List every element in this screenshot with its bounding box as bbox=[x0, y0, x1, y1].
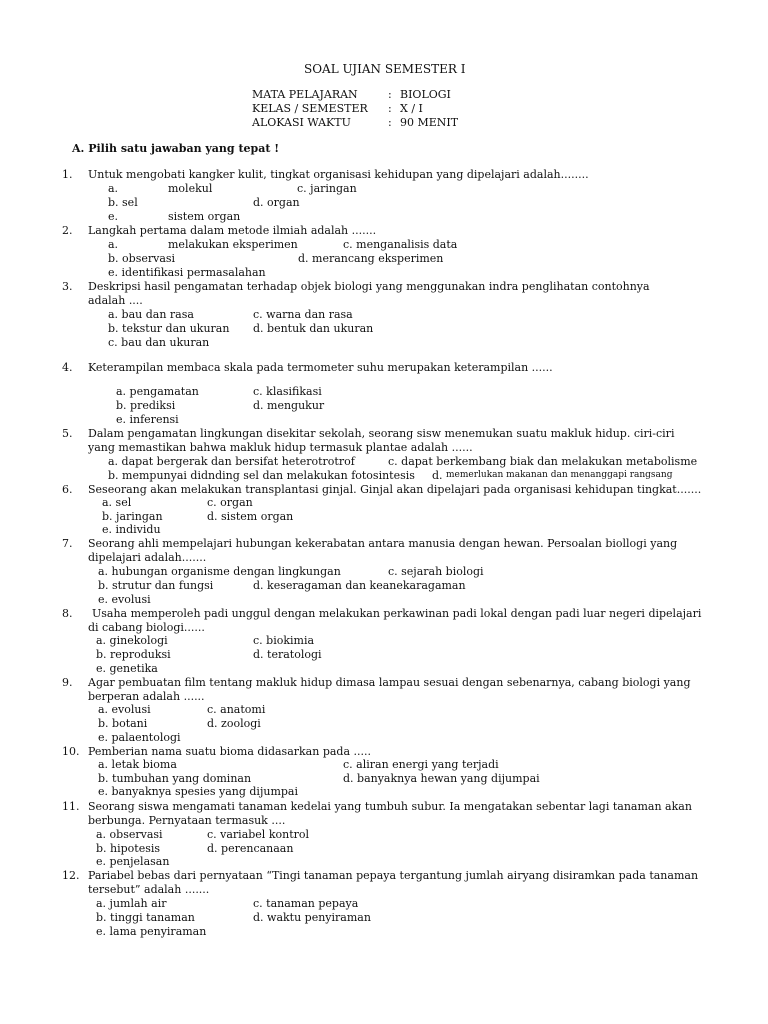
option: e. bbox=[108, 210, 119, 223]
option: e. identifikasi permasalahan bbox=[108, 266, 266, 279]
option: a. bau dan rasa bbox=[108, 308, 194, 321]
question-text: adalah .... bbox=[88, 294, 143, 307]
option: c. anatomi bbox=[207, 703, 266, 716]
question-text: Agar pembuatan film tentang makluk hidup dimasa lampau sesuai dengan sebenarnya, cabang biologi yang bbox=[88, 676, 691, 689]
info-separator: : bbox=[388, 116, 392, 129]
question-number: 8. bbox=[62, 607, 73, 620]
question-text: Deskripsi hasil pengamatan terhadap objek biologi yang menggunakan indra penglihatan contohnya bbox=[88, 280, 650, 293]
option: b. reproduksi bbox=[96, 648, 171, 661]
option: d. sistem organ bbox=[207, 510, 294, 523]
question-number: 2. bbox=[62, 224, 73, 237]
option: d. bentuk dan ukuran bbox=[253, 322, 374, 335]
option: c. organ bbox=[207, 496, 253, 509]
question-text: Pariabel bebas dari pernyataan “Tingi tanaman pepaya tergantung jumlah airyang disiramkan pada tanaman bbox=[88, 869, 699, 882]
option: a. sel bbox=[102, 496, 132, 509]
option: c. menganalisis data bbox=[343, 238, 458, 251]
question-text: Seorang ahli mempelajari hubungan kekerabatan antara manusia dengan hewan. Persoalan biollogi yang bbox=[88, 537, 678, 550]
question-text: Langkah pertama dalam metode ilmiah adalah ....... bbox=[88, 224, 377, 237]
option: b. tumbuhan yang dominan bbox=[98, 772, 252, 785]
option: e. individu bbox=[102, 523, 161, 536]
option: d. waktu penyiraman bbox=[253, 911, 371, 924]
question-number: 9. bbox=[62, 676, 73, 689]
option: c. dapat berkembang biak dan melakukan metabolisme bbox=[388, 455, 698, 468]
question-text: di cabang biologi...... bbox=[88, 621, 205, 634]
question-text: Seorang siswa mengamati tanaman kedelai yang tumbuh subur. Ia mengatakan sebentar lagi tanaman akan bbox=[88, 800, 692, 813]
option: b. jaringan bbox=[102, 510, 163, 523]
question-number: 4. bbox=[62, 361, 73, 374]
option: d. teratologi bbox=[253, 648, 322, 661]
option: d. merancang eksperimen bbox=[298, 252, 444, 265]
question-number: 12. bbox=[62, 869, 80, 882]
option: c. sejarah biologi bbox=[388, 565, 484, 578]
option: a. bbox=[108, 182, 119, 195]
option: memerlukan makanan dan menanggapi rangsang bbox=[446, 470, 673, 480]
info-value-subject: BIOLOGI bbox=[400, 88, 451, 101]
option: e. genetika bbox=[96, 662, 158, 675]
info-label-subject: MATA PELAJARAN bbox=[252, 88, 358, 101]
option: c. variabel kontrol bbox=[207, 828, 310, 841]
info-label-time: ALOKASI WAKTU bbox=[252, 116, 351, 129]
option: a. letak bioma bbox=[98, 758, 177, 771]
question-number: 3. bbox=[62, 280, 73, 293]
option: c. warna dan rasa bbox=[253, 308, 353, 321]
option: d. perencanaan bbox=[207, 842, 294, 855]
option: e. penjelasan bbox=[96, 855, 170, 868]
info-label-class: KELAS / SEMESTER bbox=[252, 102, 368, 115]
question-text: Dalam pengamatan lingkungan disekitar sekolah, seorang sisw menemukan suatu makluk hidup. ciri-ciri bbox=[88, 427, 675, 440]
option: molekul bbox=[168, 182, 213, 195]
option: c. klasifikasi bbox=[253, 385, 322, 398]
question-text: tersebut” adalah ....... bbox=[88, 883, 210, 896]
option: a. pengamatan bbox=[116, 385, 199, 398]
option: melakukan eksperimen bbox=[168, 238, 298, 251]
question-number: 6. bbox=[62, 483, 73, 496]
option: c. tanaman pepaya bbox=[253, 897, 359, 910]
option: b. prediksi bbox=[116, 399, 176, 412]
option: c. bau dan ukuran bbox=[108, 336, 210, 349]
option: d. zoologi bbox=[207, 717, 261, 730]
exam-title: SOAL UJIAN SEMESTER I bbox=[304, 62, 466, 76]
option: a. ginekologi bbox=[96, 634, 168, 647]
info-separator: : bbox=[388, 102, 392, 115]
question-number: 7. bbox=[62, 537, 73, 550]
option: d. keseragaman dan keanekaragaman bbox=[253, 579, 466, 592]
option: d. mengukur bbox=[253, 399, 325, 412]
option: a. hubungan organisme dengan lingkungan bbox=[98, 565, 341, 578]
option: b. strutur dan fungsi bbox=[98, 579, 214, 592]
option: b. observasi bbox=[108, 252, 176, 265]
question-text: Keterampilan membaca skala pada termometer suhu merupakan keterampilan ...... bbox=[88, 361, 553, 374]
option: e. evolusi bbox=[98, 593, 151, 606]
option: d. banyaknya hewan yang dijumpai bbox=[343, 772, 540, 785]
info-value-class: X / I bbox=[400, 102, 423, 115]
question-text: dipelajari adalah....... bbox=[88, 551, 207, 564]
info-separator: : bbox=[388, 88, 392, 101]
question-text: Untuk mengobati kangker kulit, tingkat organisasi kehidupan yang dipelajari adalah........ bbox=[88, 168, 589, 181]
question-text: Usaha memperoleh padi unggul dengan melakukan perkawinan padi lokal dengan padi luar negeri dipelajari bbox=[92, 607, 702, 620]
question-text: Pemberian nama suatu bioma didasarkan pada ..... bbox=[88, 745, 372, 758]
option: a. jumlah air bbox=[96, 897, 167, 910]
question-number: 1. bbox=[62, 168, 73, 181]
option: c. jaringan bbox=[297, 182, 357, 195]
option: d. organ bbox=[253, 196, 300, 209]
option: a. bbox=[108, 238, 119, 251]
option: e. lama penyiraman bbox=[96, 925, 207, 938]
option: e. palaentologi bbox=[98, 731, 181, 744]
option: c. aliran energi yang terjadi bbox=[343, 758, 499, 771]
question-number: 5. bbox=[62, 427, 73, 440]
option: b. hipotesis bbox=[96, 842, 161, 855]
info-value-time: 90 MENIT bbox=[400, 116, 459, 129]
option: a. dapat bergerak dan bersifat heterotrotrof bbox=[108, 455, 355, 468]
question-text: Seseorang akan melakukan transplantasi ginjal. Ginjal akan dipelajari pada organisasi kehidupan tingkat....... bbox=[88, 483, 702, 496]
section-title: A. Pilih satu jawaban yang tepat ! bbox=[72, 142, 280, 155]
option: b. tinggi tanaman bbox=[96, 911, 195, 924]
question-text: berbunga. Pernyataan termasuk .... bbox=[88, 814, 286, 827]
option: b. sel bbox=[108, 196, 138, 209]
option: c. biokimia bbox=[253, 634, 315, 647]
question-text: yang memastikan bahwa makluk hidup termasuk plantae adalah ...... bbox=[88, 441, 473, 454]
option: e. banyaknya spesies yang dijumpai bbox=[98, 785, 298, 798]
option: a. evolusi bbox=[98, 703, 151, 716]
option: b. tekstur dan ukuran bbox=[108, 322, 230, 335]
option: d. bbox=[432, 469, 443, 482]
question-text: berperan adalah ...... bbox=[88, 690, 205, 703]
option: b. botani bbox=[98, 717, 148, 730]
option: e. inferensi bbox=[116, 413, 179, 426]
question-number: 11. bbox=[62, 800, 80, 813]
option: sistem organ bbox=[168, 210, 241, 223]
option: a. observasi bbox=[96, 828, 163, 841]
option: b. mempunyai didnding sel dan melakukan fotosintesis bbox=[108, 469, 415, 482]
question-number: 10. bbox=[62, 745, 80, 758]
